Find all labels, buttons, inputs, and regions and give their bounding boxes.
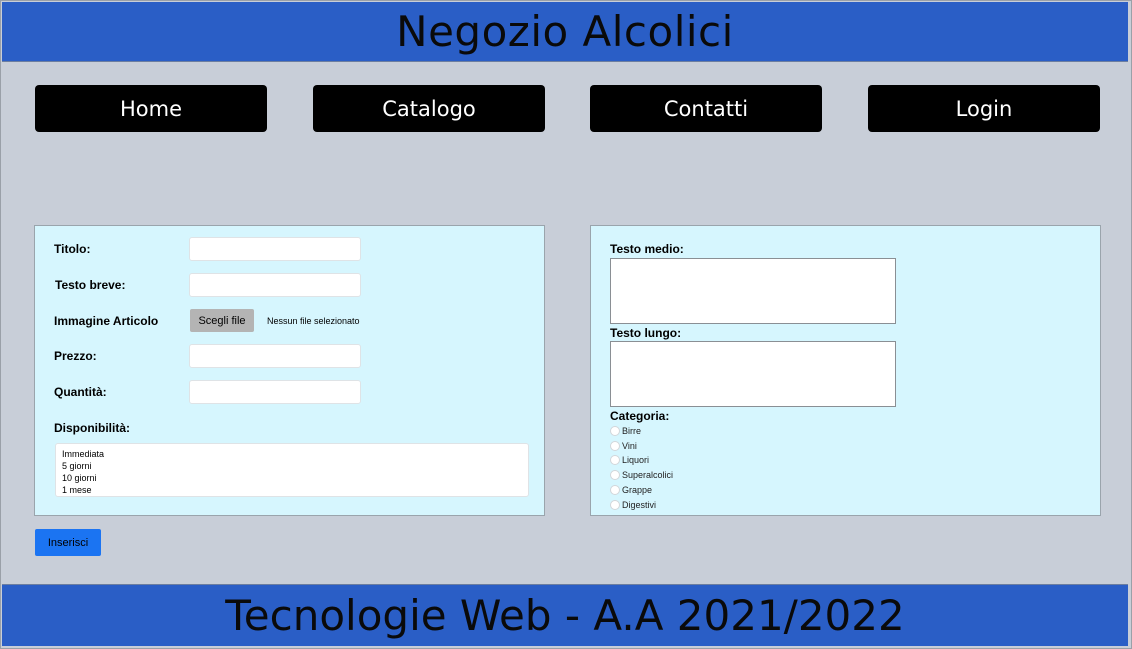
nav-login-button[interactable]: Login	[868, 85, 1100, 132]
radio-button[interactable]	[610, 426, 620, 436]
titolo-label: Titolo:	[54, 242, 91, 256]
footer-text: Tecnologie Web - A.A 2021/2022	[225, 591, 905, 640]
radio-label: Digestivi	[622, 500, 657, 510]
testo-medio-textarea[interactable]	[610, 258, 896, 324]
categoria-radio-digestivi[interactable]	[610, 498, 656, 512]
radio-button[interactable]	[610, 470, 620, 480]
site-footer	[2, 584, 1128, 646]
inserisci-button[interactable]: Inserisci	[35, 529, 101, 556]
categoria-radio-vini[interactable]	[610, 439, 637, 453]
radio-label: Superalcolici	[622, 470, 674, 480]
testo-breve-label: Testo breve:	[55, 278, 126, 292]
disponibilita-option[interactable]: 1 mese	[62, 485, 92, 495]
radio-label: Vini	[622, 441, 637, 451]
radio-button[interactable]	[610, 500, 620, 510]
disponibilita-label: Disponibilità:	[54, 421, 130, 435]
nav-catalogo-button[interactable]: Catalogo	[313, 85, 545, 132]
site-title: Negozio Alcolici	[396, 7, 734, 56]
nav-contatti-button[interactable]: Contatti	[590, 85, 822, 132]
quantita-input[interactable]	[189, 380, 361, 404]
testo-lungo-label: Testo lungo:	[610, 326, 682, 340]
disponibilita-select[interactable]	[55, 443, 529, 497]
categoria-radio-superalcolici[interactable]	[610, 468, 673, 482]
testo-lungo-textarea[interactable]	[610, 341, 896, 407]
testo-breve-input[interactable]	[189, 273, 361, 297]
site-header	[2, 2, 1128, 62]
radio-button[interactable]	[610, 441, 620, 451]
disponibilita-option[interactable]: Immediata	[62, 449, 105, 459]
categoria-radio-liquori[interactable]	[610, 453, 649, 467]
radio-label: Grappe	[622, 485, 653, 495]
categoria-radio-grappe[interactable]	[610, 483, 652, 497]
disponibilita-option[interactable]: 5 giorni	[62, 461, 92, 471]
categoria-radio-birre[interactable]	[610, 424, 641, 438]
disponibilita-option[interactable]: 10 giorni	[62, 473, 97, 483]
form-panel-left	[34, 225, 545, 516]
radio-label: Birre	[622, 426, 642, 436]
nav-home-button[interactable]: Home	[35, 85, 267, 132]
file-status-text: Nessun file selezionato	[267, 316, 360, 326]
form-panel-right	[590, 225, 1101, 516]
radio-label: Liquori	[622, 455, 650, 465]
immagine-articolo-label: Immagine Articolo	[54, 314, 159, 328]
radio-button[interactable]	[610, 455, 620, 465]
testo-medio-label: Testo medio:	[610, 242, 684, 256]
titolo-input[interactable]	[189, 237, 361, 261]
radio-button[interactable]	[610, 485, 620, 495]
quantita-label: Quantità:	[54, 385, 107, 399]
categoria-label: Categoria:	[610, 409, 670, 423]
prezzo-label: Prezzo:	[54, 349, 97, 363]
choose-file-button[interactable]: Scegli file	[190, 309, 254, 332]
prezzo-input[interactable]	[189, 344, 361, 368]
